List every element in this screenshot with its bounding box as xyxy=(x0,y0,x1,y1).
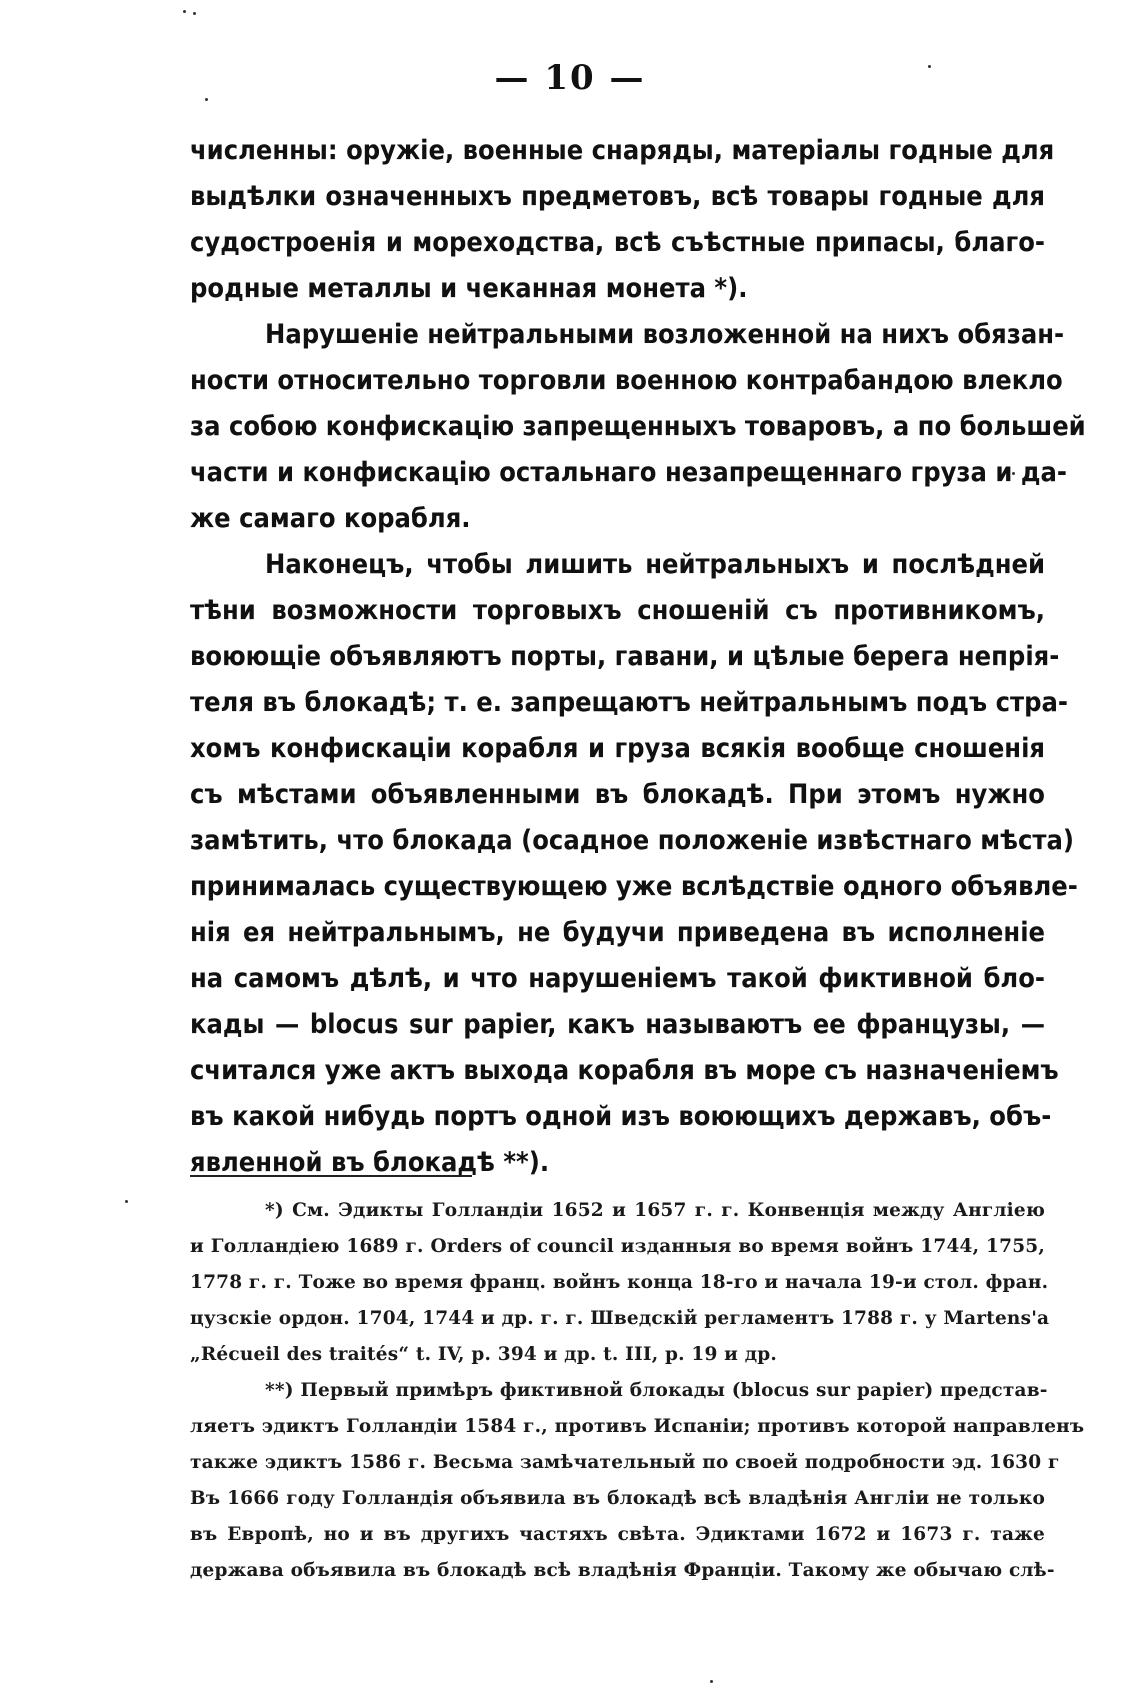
footnote-line: Въ 1666 году Голландія объявила въ блокадѣ всѣ владѣнія Англіи не только xyxy=(190,1488,1045,1509)
text-line: явленной въ блокадѣ **). xyxy=(190,1147,550,1178)
text-line: Нарушеніе нейтральными возложенной на нихъ обязан- xyxy=(265,319,1065,350)
footnote-line: держава объявила въ блокадѣ всѣ владѣнія Франціи. Такому же обычаю слѣ- xyxy=(190,1560,1055,1581)
text-line: за собою конфискацію запрещенныхъ товаровъ, а по большей xyxy=(190,411,1086,442)
text-line: считался уже актъ выхода корабля въ море съ назначеніемъ xyxy=(190,1055,1059,1086)
text-line: Наконецъ, чтобы лишить нейтральныхъ и послѣдней xyxy=(265,549,1045,580)
text-line: нія ея нейтральнымъ, не будучи приведена въ исполненіе xyxy=(190,917,1045,948)
footnote-2 xyxy=(190,1373,1085,1589)
text-line: воюющіе объявляютъ порты, гавани, и цѣлые берега непрія- xyxy=(190,641,1060,672)
footnote-1 xyxy=(190,1193,1050,1373)
scan-speck xyxy=(710,1680,713,1683)
footnote-divider xyxy=(190,1175,472,1177)
text-line: выдѣлки означенныхъ предметовъ, всѣ товары годные для xyxy=(190,181,1045,212)
paragraph-1 xyxy=(190,128,1055,312)
text-line: части и конфискацію остальнаго незапрещеннаго груза и да- xyxy=(190,457,1067,488)
footnote-line: 1778 г. г. Тоже во время франц. войнъ конца 18-го и начала 19-и стол. фран. xyxy=(190,1272,1049,1293)
footnote-line: *) См. Эдикты Голландіи 1652 и 1657 г. г. Конвенція между Англіею xyxy=(265,1200,1045,1221)
text-line: хомъ конфискаціи корабля и груза всякія вообще сношенія xyxy=(190,733,1045,764)
text-line: тѣни возможности торговыхъ сношеній съ противникомъ, xyxy=(190,595,1045,626)
footnote-line: „Récueil des traités“ t. IV, p. 394 и др. t. III, p. 19 и др. xyxy=(190,1344,778,1365)
scan-speck xyxy=(125,1200,128,1203)
text-line: численны: оружіе, военные снаряды, матеріалы годные для xyxy=(190,135,1055,166)
text-line: кады — blocus sur papier, какъ называютъ ее французы, — xyxy=(190,1009,1045,1040)
text-line: же самаго корабля. xyxy=(190,503,471,534)
scan-speck xyxy=(193,12,196,15)
text-line: судостроенія и мореходства, всѣ съѣстные припасы, благо- xyxy=(190,227,1045,258)
footnote-line: и Голландіею 1689 г. Orders of council изданныя во время войнъ 1744, 1755, xyxy=(190,1236,1045,1257)
text-line: родные металлы и чеканная монета *). xyxy=(190,273,748,304)
text-line: съ мѣстами объявленными въ блокадѣ. При этомъ нужно xyxy=(190,779,1045,810)
footnote-line: также эдиктъ 1586 г. Весьма замѣчательный по своей подробности эд. 1630 г xyxy=(190,1452,1060,1473)
text-line: принималась существующею уже вслѣдствіе одного объявле- xyxy=(190,871,1078,902)
text-line: на самомъ дѣлѣ, и что нарушеніемъ такой фиктивной бло- xyxy=(190,963,1045,994)
footnotes xyxy=(190,1193,1085,1589)
footnote-line: цузскіе ордон. 1704, 1744 и др. г. г. Шведскій регламентъ 1788 г. у Martens'а xyxy=(190,1308,1050,1329)
scan-speck xyxy=(183,10,186,13)
text-line: ности относительно торговли военною контрабандою влекло xyxy=(190,365,1063,396)
footnote-line: **) Первый примѣръ фиктивной блокады (blocus sur papier) представ- xyxy=(265,1380,1048,1401)
paragraph-3 xyxy=(190,542,1078,1186)
footnote-line: ляетъ эдиктъ Голландіи 1584 г., противъ Испаніи; противъ которой направленъ xyxy=(190,1416,1085,1437)
scan-speck xyxy=(205,98,208,101)
text-line: въ какой нибудь портъ одной изъ воюющихъ державъ, объ- xyxy=(190,1101,1052,1132)
text-line: замѣтить, что блокада (осадное положеніе извѣстнаго мѣста) xyxy=(190,825,1074,856)
main-text xyxy=(190,128,1086,1186)
text-line: теля въ блокадѣ; т. е. запрещаютъ нейтральнымъ подъ стра- xyxy=(190,687,1068,718)
paragraph-2 xyxy=(190,312,1086,542)
footnote-line: въ Европѣ, но и въ другихъ частяхъ свѣта. Эдиктами 1672 и 1673 г. таже xyxy=(190,1524,1045,1545)
page-number: — 10 — xyxy=(494,58,646,98)
